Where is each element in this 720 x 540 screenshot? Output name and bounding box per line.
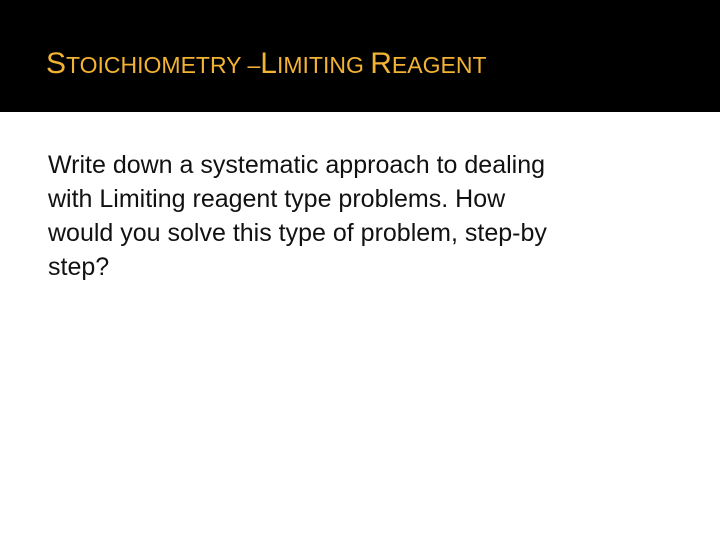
title-bar (0, 0, 720, 112)
body-line: would you solve this type of problem, step-by (48, 219, 547, 247)
title-part: S (46, 47, 67, 80)
body-line: Write down a systematic approach to dealing (48, 151, 546, 179)
body-line: with Limiting reagent type problems. How (48, 185, 506, 213)
title-part: TOICHIOMETRY – (66, 52, 261, 78)
slide-title (46, 46, 487, 79)
body-line: step? (48, 253, 110, 281)
title-part: IMITING (276, 52, 371, 78)
title-part: R (370, 47, 392, 80)
title-part: L (260, 47, 277, 80)
slide-body (48, 148, 688, 284)
title-part: EAGENT (391, 52, 487, 78)
